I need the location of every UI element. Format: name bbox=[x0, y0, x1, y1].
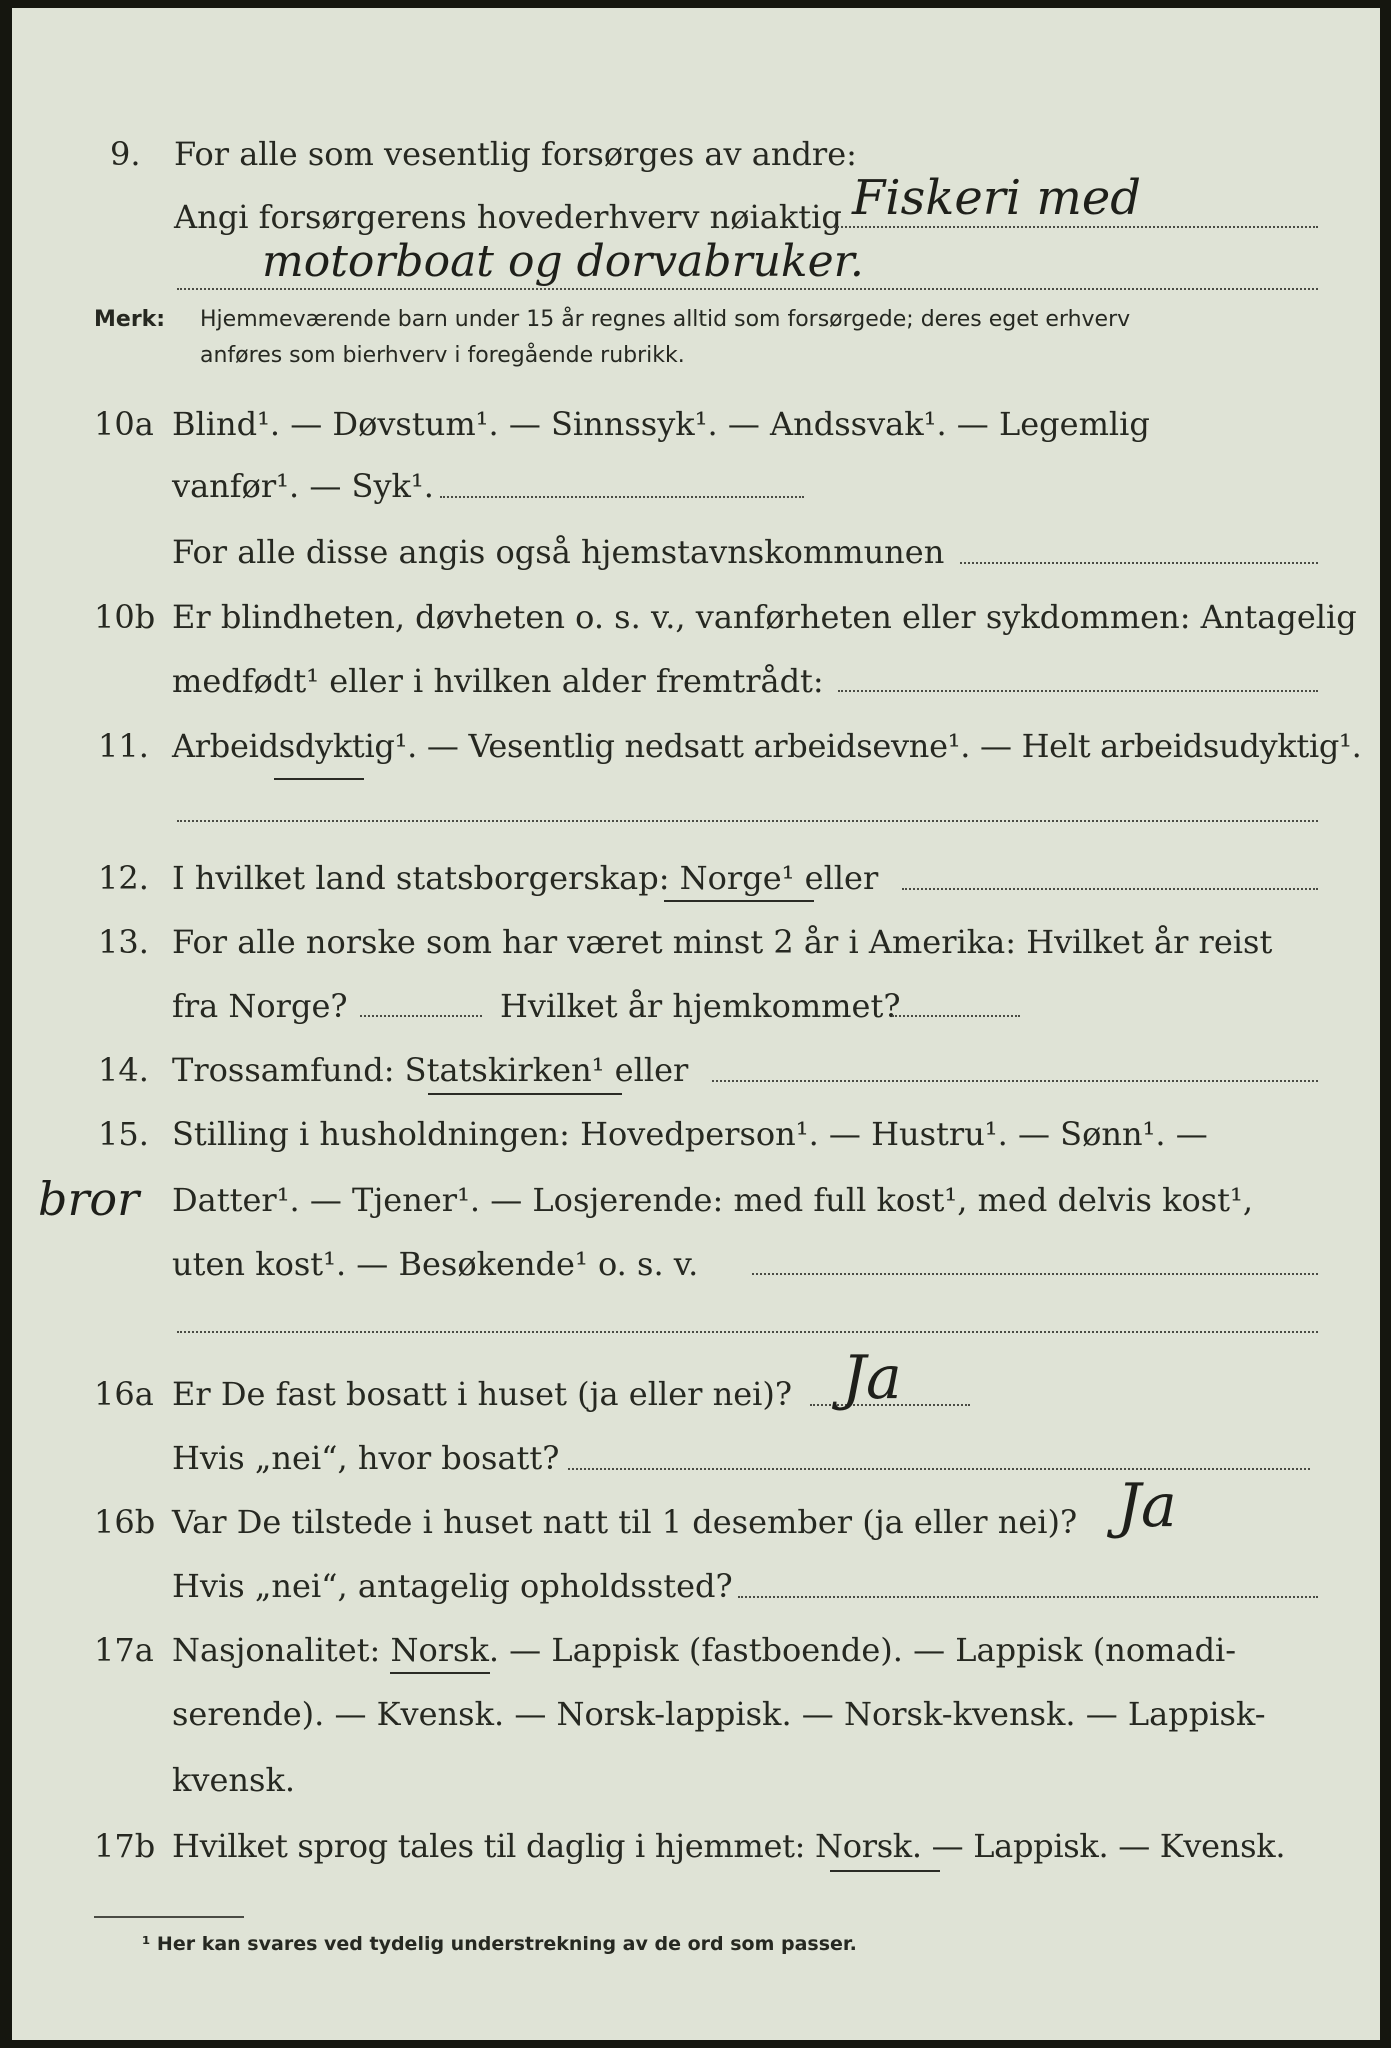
q16a-line1: Er De fast bosatt i huset (ja eller nei)? bbox=[172, 1375, 793, 1413]
q14-answer-line bbox=[712, 1080, 1318, 1082]
q10b-line2: medfødt¹ eller i hvilken alder fremtrådt: bbox=[172, 662, 824, 700]
q10a-hometown-line bbox=[960, 562, 1318, 564]
q14-number: 14. bbox=[98, 1051, 149, 1089]
q16a-handwritten-answer: Ja bbox=[842, 1343, 902, 1413]
q16b-line1: Var De tilstede i huset natt til 1 desember (ja eller nei)? bbox=[172, 1503, 1078, 1541]
merk-line2: anføres som bierhverv i foregående rubrikk. bbox=[200, 343, 685, 368]
footnote-text: ¹ Her kan svares ved tydelig understrekning av de ord som passer. bbox=[142, 1933, 857, 1955]
q15-answer-line1 bbox=[752, 1273, 1318, 1275]
q17a-line2: serende). — Kvensk. — Norsk-lappisk. — Norsk-kvensk. — Lappisk- bbox=[172, 1695, 1266, 1733]
q16b-number: 16b bbox=[94, 1503, 156, 1541]
q12-underline-norge bbox=[664, 900, 814, 902]
q16a-number: 16a bbox=[94, 1375, 154, 1413]
q9-line1: For alle som vesentlig forsørges av andre: bbox=[174, 135, 857, 173]
q10a-line2: vanfør¹. — Syk¹. bbox=[172, 467, 434, 505]
q10b-answer-line bbox=[838, 690, 1318, 692]
q13-number: 13. bbox=[98, 923, 149, 961]
q12-answer-line bbox=[902, 888, 1318, 890]
q15-answer-line2 bbox=[177, 1331, 1318, 1333]
q15-line2: Datter¹. — Tjener¹. — Losjerende: med full kost¹, med delvis kost¹, bbox=[172, 1181, 1254, 1219]
q16b-handwritten-answer: Ja bbox=[1117, 1471, 1177, 1541]
q16a-line2: Hvis „nei“, hvor bosatt? bbox=[172, 1439, 560, 1477]
q13-line2a: fra Norge? bbox=[172, 987, 348, 1025]
q9-number: 9. bbox=[110, 135, 141, 173]
q17a-line1: Nasjonalitet: Norsk. — Lappisk (fastboende). — Lappisk (nomadi- bbox=[172, 1631, 1237, 1669]
q9-line2: Angi forsørgerens hovederhverv nøiaktig bbox=[174, 198, 842, 236]
q15-handwritten-answer: bror bbox=[38, 1172, 140, 1226]
q10b-line1: Er blindheten, døvheten o. s. v., vanførheten eller sykdommen: Antagelig bbox=[172, 598, 1357, 636]
census-form-page bbox=[12, 8, 1380, 2040]
merk-line1: Hjemmeværende barn under 15 år regnes alltid som forsørgede; deres eget erhverv bbox=[200, 307, 1131, 332]
q16b-line2: Hvis „nei“, antagelig opholdssted? bbox=[172, 1567, 733, 1605]
footnote-rule bbox=[94, 1916, 244, 1918]
q17a-line3: kvensk. bbox=[172, 1761, 295, 1799]
q14-underline-statskirken bbox=[428, 1093, 622, 1095]
q14-line1: Trossamfund: Statskirken¹ eller bbox=[172, 1051, 689, 1089]
q9-answer-line1 bbox=[834, 226, 1318, 228]
q9-handwritten-answer1: Fiskeri med bbox=[852, 170, 1141, 226]
q10a-number: 10a bbox=[94, 405, 154, 443]
q13-line1: For alle norske som har været minst 2 år i Amerika: Hvilket år reist bbox=[172, 923, 1273, 961]
q17b-line1: Hvilket sprog tales til daglig i hjemmet: Norsk. — Lappisk. — Kvensk. bbox=[172, 1827, 1286, 1865]
q17b-underline-norsk bbox=[830, 1870, 940, 1872]
q17a-underline-norsk bbox=[390, 1672, 490, 1674]
q10a-line1: Blind¹. — Døvstum¹. — Sinnssyk¹. — Andssvak¹. — Legemlig bbox=[172, 405, 1150, 443]
q16b-location-line bbox=[738, 1596, 1318, 1598]
merk-label: Merk: bbox=[94, 307, 166, 332]
q9-handwritten-answer2: motorboat og dorvabruker. bbox=[262, 236, 864, 287]
q16a-residence-line bbox=[568, 1468, 1310, 1470]
q15-number: 15. bbox=[98, 1115, 149, 1153]
q12-number: 12. bbox=[98, 859, 149, 897]
q11-number: 11. bbox=[98, 727, 149, 765]
q17a-number: 17a bbox=[94, 1631, 154, 1669]
q15-line1: Stilling i husholdningen: Hovedperson¹. — Hustru¹. — Sønn¹. — bbox=[172, 1115, 1208, 1153]
q10b-number: 10b bbox=[94, 598, 156, 636]
q13-returned-year-line bbox=[892, 1015, 1020, 1017]
q17b-number: 17b bbox=[94, 1827, 156, 1865]
q13-line2b: Hvilket år hjemkommet? bbox=[500, 987, 901, 1025]
q9-answer-line2 bbox=[177, 288, 1318, 290]
q10a-line3: For alle disse angis også hjemstavnskommunen bbox=[172, 533, 945, 571]
q13-emigrated-year-line bbox=[360, 1015, 482, 1017]
q12-line1: I hvilket land statsborgerskap: Norge¹ eller bbox=[172, 859, 879, 897]
q15-line3: uten kost¹. — Besøkende¹ o. s. v. bbox=[172, 1245, 699, 1283]
q11-line1: Arbeidsdyktig¹. — Vesentlig nedsatt arbeidsevne¹. — Helt arbeidsudyktig¹. bbox=[172, 727, 1362, 765]
q11-underline-mark bbox=[274, 778, 364, 780]
q10a-answer-line bbox=[440, 496, 804, 498]
q11-answer-line bbox=[177, 820, 1318, 822]
